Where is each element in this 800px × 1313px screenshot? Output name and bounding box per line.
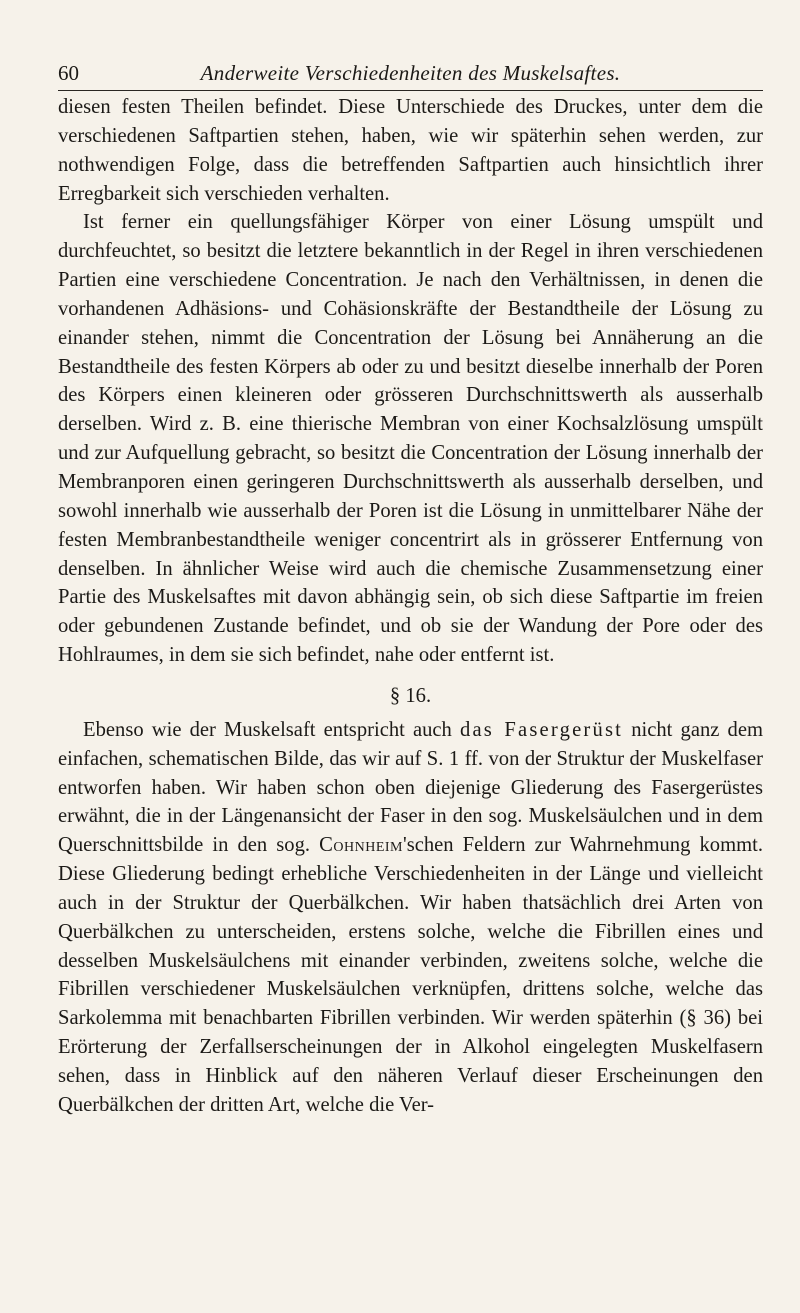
header-rule (58, 90, 763, 91)
author-name: Cohnheim (319, 834, 403, 857)
section-heading: § 16. (389, 684, 432, 707)
paragraph-text: 'schen Feldern zur Wahrnehmung kommt. Diese Gliederung bedingt erhebliche Verschiedenheiten in der Länge und vielleicht auch in der Struktur der Querbälkchen. Wir haben thatsächlich drei Arten von Querbälkchen zu unterscheiden, erstens solche, welche die Fibrillen eines und desselben Muskelsäulchens mit einander verbinden, zweitens solche, welche die Fibrillen verschiedener Muskelsäulchen verknüpfen, drittens solche, welche das Sarkolemma mit benachbarten Fibrillen verbinden. Wir werden späterhin (§ 36) bei Erörterung der Zerfallserscheinungen der in Alkohol eingelegten Muskelfasern sehen, dass in Hinblick auf den näheren Verlauf dieser Erscheinungen den Querbälkchen der dritten Art, welche die Ver- (58, 834, 763, 1116)
paragraph (58, 716, 763, 1120)
body-text (58, 93, 763, 1120)
paragraph-text: nicht ganz dem einfachen, schematischen Bilde, das wir auf S. 1 ff. von der Struktur der Muskelfaser entworfen haben. Wir haben schon oben diejenige Gliederung des Fasergerüstes erwähnt, die in der Längenansicht der Faser in den sog. Muskelsäulchen und in dem Querschnittsbilde in den sog. (58, 718, 763, 857)
paragraph: Ist ferner ein quellungsfähiger Körper von einer Lösung umspült und durchfeuchtet, so besitzt die letztere bekanntlich in der Regel in ihren verschiedenen Partien eine verschiedene Concentration. Je nach den Verhältnissen, in denen die vorhandenen Adhäsions- und Cohäsionskräfte der Bestandtheile der Lösung zu einander stehen, nimmt die Concentration der Lösung bei Annäherung an die Bestandtheile des festen Körpers ab oder zu und besitzt dieselbe innerhalb der Poren des Körpers einen kleineren oder grösseren Durchschnittswerth als ausserhalb derselben. Wird z. B. eine thierische Membran von einer Kochsalzlösung umspült und zur Aufquellung gebracht, so besitzt die Concentration der Lösung innerhalb der Membranporen einen geringeren Durchschnittswerth als ausserhalb derselben, und sowohl innerhalb wie ausserhalb der Poren ist die Lösung in unmittelbarer Nähe der festen Membranbestandtheile weniger concentrirt als in grösserer Entfernung von denselben. In ähnlicher Weise wird auch die chemische Zusammensetzung einer Partie des Muskelsaftes mit davon abhängig sein, ob sich diese Saftpartie im freien oder gebundenen Zustande befindet, und ob sie der Wandung der Pore oder des Hohlraumes, in dem sie sich befindet, nahe oder entfernt ist. (58, 211, 763, 667)
running-head (58, 58, 763, 88)
page-number: 60 (58, 61, 79, 85)
running-title: Anderweite Verschiedenheiten des Muskelsaftes. (200, 61, 621, 85)
paragraph: diesen festen Theilen befindet. Diese Unterschiede des Druckes, unter dem die verschiedenen Saftpartien stehen, haben, wie wir späterhin sehen werden, zur nothwendigen Folge, dass die betreffenden Saftpartien auch hinsichtlich ihrer Erregbarkeit sich verschieden verhalten. (58, 96, 763, 205)
paragraph-text: Ebenso wie der Muskelsaft entspricht auch (83, 718, 460, 741)
emphasized-term: das Fasergerüst (459, 718, 624, 741)
book-page (58, 58, 763, 1120)
